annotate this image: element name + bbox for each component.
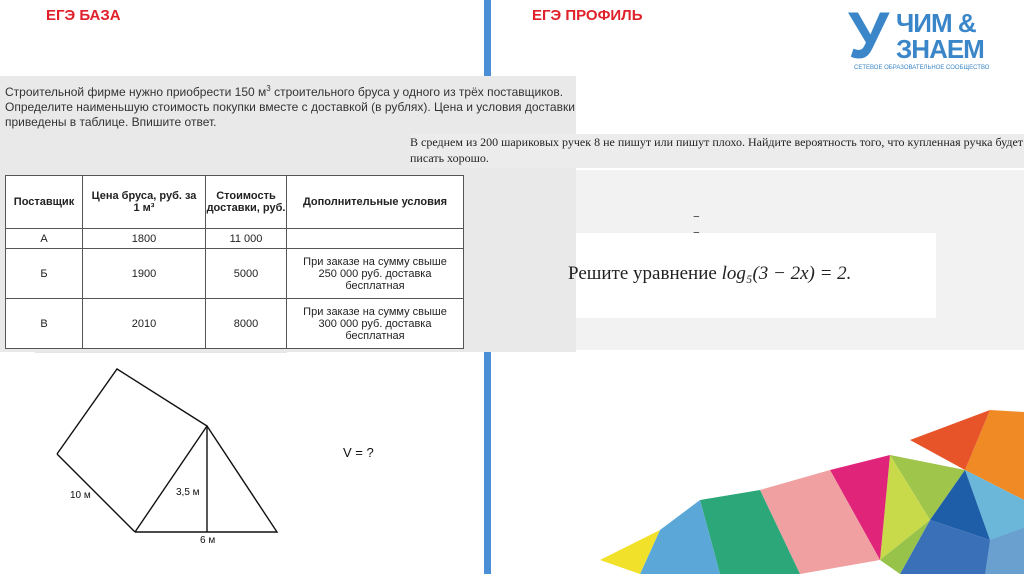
table-cell <box>287 229 464 249</box>
table-cell: 1800 <box>83 229 206 249</box>
task1-line1-sup: 3 <box>266 84 271 93</box>
figure-top-line <box>35 352 287 353</box>
table-cell: 5000 <box>206 249 287 299</box>
task2-line2: писать хорошо. <box>410 151 489 165</box>
volume-question: V = ? <box>343 445 374 460</box>
header-profile: ЕГЭ ПРОФИЛЬ <box>532 7 643 24</box>
cropped-text: ‾ <box>694 214 819 230</box>
task2-panel <box>410 134 1024 168</box>
logo-line2: ЗНАЕМ <box>896 34 984 64</box>
base-label: 6 м <box>200 535 216 546</box>
table-row <box>6 229 464 249</box>
height-label: 3,5 м <box>176 487 200 498</box>
task1-line1-a: Строительной фирме нужно приобрести 150 м <box>5 85 267 99</box>
logo-big-letter: У <box>848 0 890 72</box>
logo-tagline: СЕТЕВОЕ ОБРАЗОВАТЕЛЬНОЕ СООБЩЕСТВО <box>854 65 990 71</box>
table-cell: При заказе на сумму свыше 250 000 руб. доставка бесплатная <box>287 249 464 299</box>
task2-line1: В среднем из 200 шариковых ручек 8 не пишут или пишут плохо. Найдите вероятность того, что купленная ручка будет <box>410 135 1024 149</box>
logo <box>848 0 1016 78</box>
task3-formula: log₅(3 − 2x) = 2. <box>721 263 852 284</box>
table-header-delivery: Стоимость доставки, руб. <box>206 176 287 229</box>
supplier-table <box>5 175 464 349</box>
task3-prefix: Решите уравнение <box>568 263 722 284</box>
table-cell: А <box>6 229 83 249</box>
prism-front-face <box>135 426 277 532</box>
prism-side-edge <box>57 454 135 532</box>
table-header-supplier: Поставщик <box>6 176 83 229</box>
table-cell: Б <box>6 249 83 299</box>
table-panel <box>0 150 576 352</box>
table-cell: В <box>6 299 83 349</box>
table-cell: При заказе на сумму свыше 300 000 руб. доставка бесплатная <box>287 299 464 349</box>
table-header-conditions: Дополнительные условия <box>287 176 464 229</box>
logo-line1: ЧИМ & <box>896 8 976 38</box>
table-cell: 1900 <box>83 249 206 299</box>
task1-line2: Определите наименьшую стоимость покупки вместе с доставкой (в рублях). Цена и условия доставки <box>5 100 575 114</box>
table-cell: 2010 <box>83 299 206 349</box>
table-cell: 11 000 <box>206 229 287 249</box>
table-cell: 8000 <box>206 299 287 349</box>
decorative-polygons <box>584 394 1024 574</box>
task3-equation <box>568 263 851 285</box>
header-base: ЕГЭ БАЗА <box>46 7 121 24</box>
prism-figure <box>0 354 300 574</box>
task1-line3: приведены в таблице. Впишите ответ. <box>5 115 217 129</box>
table-row <box>6 249 464 299</box>
task1-line1-b: строительного бруса у одного из трёх поставщиков. <box>270 85 564 99</box>
side-label: 10 м <box>70 490 91 501</box>
prism-back-face <box>57 369 207 454</box>
table-header-price: Цена бруса, руб. за 1 м³ <box>83 176 206 229</box>
table-row <box>6 299 464 349</box>
task3-inner <box>568 233 936 318</box>
task3-panel <box>568 170 1024 350</box>
